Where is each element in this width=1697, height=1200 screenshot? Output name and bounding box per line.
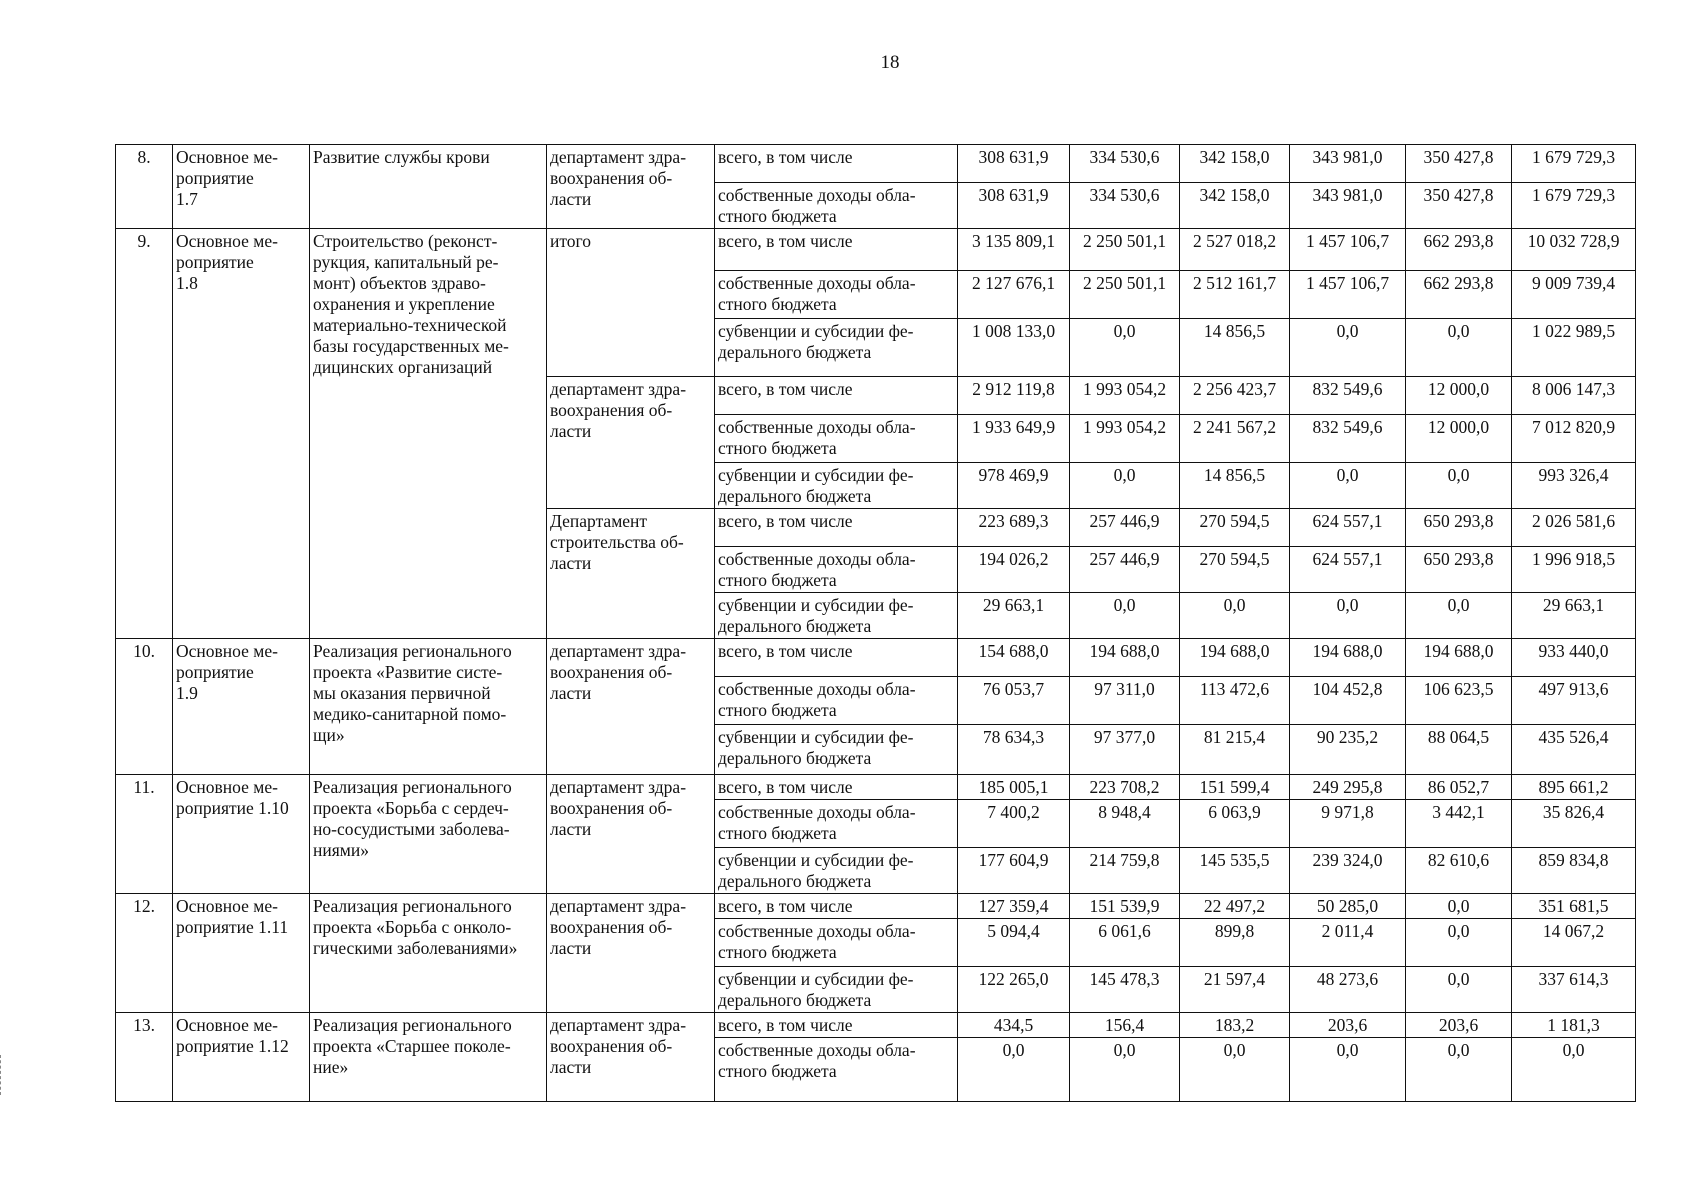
value-cell: 5 094,4 — [958, 919, 1070, 967]
value-cell: 0,0 — [1406, 463, 1512, 509]
value-cell: 214 759,8 — [1070, 848, 1180, 894]
funding-source: собственные доходы обла- стного бюджета — [715, 919, 958, 967]
value-cell: 1 993 054,2 — [1070, 377, 1180, 415]
measure-name: Реализация регионального проекта «Борьба с сердеч- но-сосудистыми заболева- ниями» — [310, 775, 547, 894]
value-cell: 270 594,5 — [1180, 547, 1290, 593]
value-cell: 0,0 — [1180, 1038, 1290, 1102]
value-cell: 435 526,4 — [1512, 725, 1636, 775]
funding-source: собственные доходы обла- стного бюджета — [715, 271, 958, 319]
value-cell: 0,0 — [1290, 463, 1406, 509]
value-cell: 106 623,5 — [1406, 677, 1512, 725]
value-cell: 0,0 — [1406, 1038, 1512, 1102]
value-cell: 308 631,9 — [958, 183, 1070, 229]
funding-source: всего, в том числе — [715, 145, 958, 183]
measure-label: Основное ме- роприятие 1.9 — [173, 639, 310, 775]
funding-source: всего, в том числе — [715, 377, 958, 415]
executor-cell: департамент здра- воохранения об- ласти — [547, 639, 715, 775]
value-cell: 3 442,1 — [1406, 800, 1512, 848]
value-cell: 2 026 581,6 — [1512, 509, 1636, 547]
value-cell: 0,0 — [1070, 593, 1180, 639]
value-cell: 185 005,1 — [958, 775, 1070, 800]
value-cell: 1 679 729,3 — [1512, 183, 1636, 229]
value-cell: 203,6 — [1290, 1013, 1406, 1038]
row-number: 8. — [116, 145, 173, 229]
value-cell: 88 064,5 — [1406, 725, 1512, 775]
measure-label: Основное ме- роприятие 1.12 — [173, 1013, 310, 1102]
value-cell: 8 006 147,3 — [1512, 377, 1636, 415]
margin-mark — [0, 1055, 4, 1095]
measure-name: Реализация регионального проекта «Борьба с онколо- гическими заболеваниями» — [310, 894, 547, 1013]
value-cell: 0,0 — [1406, 593, 1512, 639]
value-cell: 1 022 989,5 — [1512, 319, 1636, 377]
value-cell: 334 530,6 — [1070, 183, 1180, 229]
value-cell: 223 708,2 — [1070, 775, 1180, 800]
value-cell: 10 032 728,9 — [1512, 229, 1636, 271]
value-cell: 350 427,8 — [1406, 145, 1512, 183]
executor-cell: итого — [547, 229, 715, 377]
value-cell: 2 011,4 — [1290, 919, 1406, 967]
value-cell: 0,0 — [1512, 1038, 1636, 1102]
value-cell: 9 971,8 — [1290, 800, 1406, 848]
value-cell: 7 400,2 — [958, 800, 1070, 848]
measure-name: Строительство (реконст- рукция, капитальный ре- монт) объектов здраво- охранения и укрепление материально-технической базы государственных ме- дицинских организаций — [310, 229, 547, 639]
value-cell: 350 427,8 — [1406, 183, 1512, 229]
value-cell: 6 061,6 — [1070, 919, 1180, 967]
table-row — [116, 145, 1636, 183]
value-cell: 0,0 — [1406, 967, 1512, 1013]
value-cell: 662 293,8 — [1406, 271, 1512, 319]
value-cell: 257 446,9 — [1070, 547, 1180, 593]
value-cell: 0,0 — [1290, 1038, 1406, 1102]
funding-source: собственные доходы обла- стного бюджета — [715, 677, 958, 725]
value-cell: 337 614,3 — [1512, 967, 1636, 1013]
value-cell: 0,0 — [1406, 894, 1512, 919]
value-cell: 8 948,4 — [1070, 800, 1180, 848]
measure-label: Основное ме- роприятие 1.11 — [173, 894, 310, 1013]
table-row — [116, 1013, 1636, 1038]
value-cell: 650 293,8 — [1406, 547, 1512, 593]
value-cell: 249 295,8 — [1290, 775, 1406, 800]
funding-source: всего, в том числе — [715, 894, 958, 919]
value-cell: 6 063,9 — [1180, 800, 1290, 848]
value-cell: 2 912 119,8 — [958, 377, 1070, 415]
value-cell: 82 610,6 — [1406, 848, 1512, 894]
table-row — [116, 894, 1636, 919]
value-cell: 223 689,3 — [958, 509, 1070, 547]
value-cell: 14 856,5 — [1180, 319, 1290, 377]
value-cell: 933 440,0 — [1512, 639, 1636, 677]
value-cell: 342 158,0 — [1180, 145, 1290, 183]
value-cell: 662 293,8 — [1406, 229, 1512, 271]
funding-source: субвенции и субсидии фе- дерального бюджета — [715, 725, 958, 775]
value-cell: 257 446,9 — [1070, 509, 1180, 547]
measure-label: Основное ме- роприятие 1.7 — [173, 145, 310, 229]
value-cell: 151 599,4 — [1180, 775, 1290, 800]
value-cell: 203,6 — [1406, 1013, 1512, 1038]
value-cell: 2 256 423,7 — [1180, 377, 1290, 415]
value-cell: 29 663,1 — [958, 593, 1070, 639]
value-cell: 14 856,5 — [1180, 463, 1290, 509]
value-cell: 9 009 739,4 — [1512, 271, 1636, 319]
row-number: 10. — [116, 639, 173, 775]
funding-source: собственные доходы обла- стного бюджета — [715, 800, 958, 848]
value-cell: 154 688,0 — [958, 639, 1070, 677]
value-cell: 1 457 106,7 — [1290, 271, 1406, 319]
value-cell: 351 681,5 — [1512, 894, 1636, 919]
row-number: 13. — [116, 1013, 173, 1102]
value-cell: 832 549,6 — [1290, 377, 1406, 415]
value-cell: 895 661,2 — [1512, 775, 1636, 800]
value-cell: 151 539,9 — [1070, 894, 1180, 919]
value-cell: 14 067,2 — [1512, 919, 1636, 967]
value-cell: 194 688,0 — [1290, 639, 1406, 677]
value-cell: 1 996 918,5 — [1512, 547, 1636, 593]
value-cell: 308 631,9 — [958, 145, 1070, 183]
value-cell: 97 311,0 — [1070, 677, 1180, 725]
executor-cell: департамент здра- воохранения об- ласти — [547, 377, 715, 509]
executor-cell: департамент здра- воохранения об- ласти — [547, 1013, 715, 1102]
value-cell: 0,0 — [1070, 1038, 1180, 1102]
value-cell: 97 377,0 — [1070, 725, 1180, 775]
value-cell: 194 688,0 — [1406, 639, 1512, 677]
table-row — [116, 229, 1636, 271]
funding-source: собственные доходы обла- стного бюджета — [715, 1038, 958, 1102]
value-cell: 156,4 — [1070, 1013, 1180, 1038]
value-cell: 104 452,8 — [1290, 677, 1406, 725]
value-cell: 194 688,0 — [1070, 639, 1180, 677]
value-cell: 0,0 — [1070, 319, 1180, 377]
executor-cell: департамент здра- воохранения об- ласти — [547, 145, 715, 229]
value-cell: 0,0 — [1070, 463, 1180, 509]
value-cell: 86 052,7 — [1406, 775, 1512, 800]
funding-source: субвенции и субсидии фе- дерального бюджета — [715, 319, 958, 377]
value-cell: 22 497,2 — [1180, 894, 1290, 919]
value-cell: 7 012 820,9 — [1512, 415, 1636, 463]
value-cell: 76 053,7 — [958, 677, 1070, 725]
value-cell: 1 933 649,9 — [958, 415, 1070, 463]
value-cell: 177 604,9 — [958, 848, 1070, 894]
executor-cell: департамент здра- воохранения об- ласти — [547, 894, 715, 1013]
value-cell: 334 530,6 — [1070, 145, 1180, 183]
value-cell: 12 000,0 — [1406, 377, 1512, 415]
value-cell: 978 469,9 — [958, 463, 1070, 509]
funding-source: субвенции и субсидии фе- дерального бюджета — [715, 967, 958, 1013]
value-cell: 183,2 — [1180, 1013, 1290, 1038]
value-cell: 2 527 018,2 — [1180, 229, 1290, 271]
value-cell: 90 235,2 — [1290, 725, 1406, 775]
row-number: 11. — [116, 775, 173, 894]
value-cell: 81 215,4 — [1180, 725, 1290, 775]
value-cell: 2 512 161,7 — [1180, 271, 1290, 319]
value-cell: 194 688,0 — [1180, 639, 1290, 677]
value-cell: 343 981,0 — [1290, 145, 1406, 183]
funding-source: субвенции и субсидии фе- дерального бюджета — [715, 593, 958, 639]
measure-label: Основное ме- роприятие 1.10 — [173, 775, 310, 894]
value-cell: 48 273,6 — [1290, 967, 1406, 1013]
value-cell: 1 008 133,0 — [958, 319, 1070, 377]
value-cell: 2 241 567,2 — [1180, 415, 1290, 463]
value-cell: 0,0 — [1290, 593, 1406, 639]
value-cell: 29 663,1 — [1512, 593, 1636, 639]
funding-source: всего, в том числе — [715, 1013, 958, 1038]
value-cell: 2 250 501,1 — [1070, 229, 1180, 271]
value-cell: 145 478,3 — [1070, 967, 1180, 1013]
value-cell: 0,0 — [1180, 593, 1290, 639]
funding-source: собственные доходы обла- стного бюджета — [715, 183, 958, 229]
table-body — [116, 145, 1636, 1102]
value-cell: 1 457 106,7 — [1290, 229, 1406, 271]
value-cell: 21 597,4 — [1180, 967, 1290, 1013]
value-cell: 122 265,0 — [958, 967, 1070, 1013]
value-cell: 113 472,6 — [1180, 677, 1290, 725]
value-cell: 832 549,6 — [1290, 415, 1406, 463]
value-cell: 993 326,4 — [1512, 463, 1636, 509]
value-cell: 145 535,5 — [1180, 848, 1290, 894]
value-cell: 50 285,0 — [1290, 894, 1406, 919]
value-cell: 194 026,2 — [958, 547, 1070, 593]
value-cell: 0,0 — [958, 1038, 1070, 1102]
value-cell: 497 913,6 — [1512, 677, 1636, 725]
value-cell: 0,0 — [1406, 919, 1512, 967]
funding-source: всего, в том числе — [715, 509, 958, 547]
funding-source: всего, в том числе — [715, 229, 958, 271]
value-cell: 1 679 729,3 — [1512, 145, 1636, 183]
value-cell: 78 634,3 — [958, 725, 1070, 775]
funding-source: всего, в том числе — [715, 639, 958, 677]
value-cell: 624 557,1 — [1290, 509, 1406, 547]
value-cell: 2 127 676,1 — [958, 271, 1070, 319]
value-cell: 2 250 501,1 — [1070, 271, 1180, 319]
row-number: 9. — [116, 229, 173, 639]
value-cell: 434,5 — [958, 1013, 1070, 1038]
value-cell: 342 158,0 — [1180, 183, 1290, 229]
value-cell: 127 359,4 — [958, 894, 1070, 919]
value-cell: 899,8 — [1180, 919, 1290, 967]
value-cell: 859 834,8 — [1512, 848, 1636, 894]
value-cell: 624 557,1 — [1290, 547, 1406, 593]
measure-name: Реализация регионального проекта «Старшее поколе- ние» — [310, 1013, 547, 1102]
measure-name: Реализация регионального проекта «Развитие систе- мы оказания первичной медико-санитарной помо- щи» — [310, 639, 547, 775]
value-cell: 650 293,8 — [1406, 509, 1512, 547]
funding-source: собственные доходы обла- стного бюджета — [715, 415, 958, 463]
measure-label: Основное ме- роприятие 1.8 — [173, 229, 310, 639]
value-cell: 239 324,0 — [1290, 848, 1406, 894]
table-row — [116, 775, 1636, 800]
value-cell: 3 135 809,1 — [958, 229, 1070, 271]
budget-table — [115, 144, 1636, 1102]
value-cell: 1 181,3 — [1512, 1013, 1636, 1038]
value-cell: 0,0 — [1406, 319, 1512, 377]
funding-source: субвенции и субсидии фе- дерального бюджета — [715, 463, 958, 509]
value-cell: 35 826,4 — [1512, 800, 1636, 848]
page-number: 18 — [880, 52, 900, 73]
table-row — [116, 639, 1636, 677]
value-cell: 1 993 054,2 — [1070, 415, 1180, 463]
executor-cell: департамент здра- воохранения об- ласти — [547, 775, 715, 894]
value-cell: 12 000,0 — [1406, 415, 1512, 463]
funding-source: всего, в том числе — [715, 775, 958, 800]
measure-name: Развитие службы крови — [310, 145, 547, 229]
funding-source: собственные доходы обла- стного бюджета — [715, 547, 958, 593]
executor-cell: Департамент строительства об- ласти — [547, 509, 715, 639]
row-number: 12. — [116, 894, 173, 1013]
value-cell: 0,0 — [1290, 319, 1406, 377]
value-cell: 343 981,0 — [1290, 183, 1406, 229]
funding-source: субвенции и субсидии фе- дерального бюджета — [715, 848, 958, 894]
value-cell: 270 594,5 — [1180, 509, 1290, 547]
